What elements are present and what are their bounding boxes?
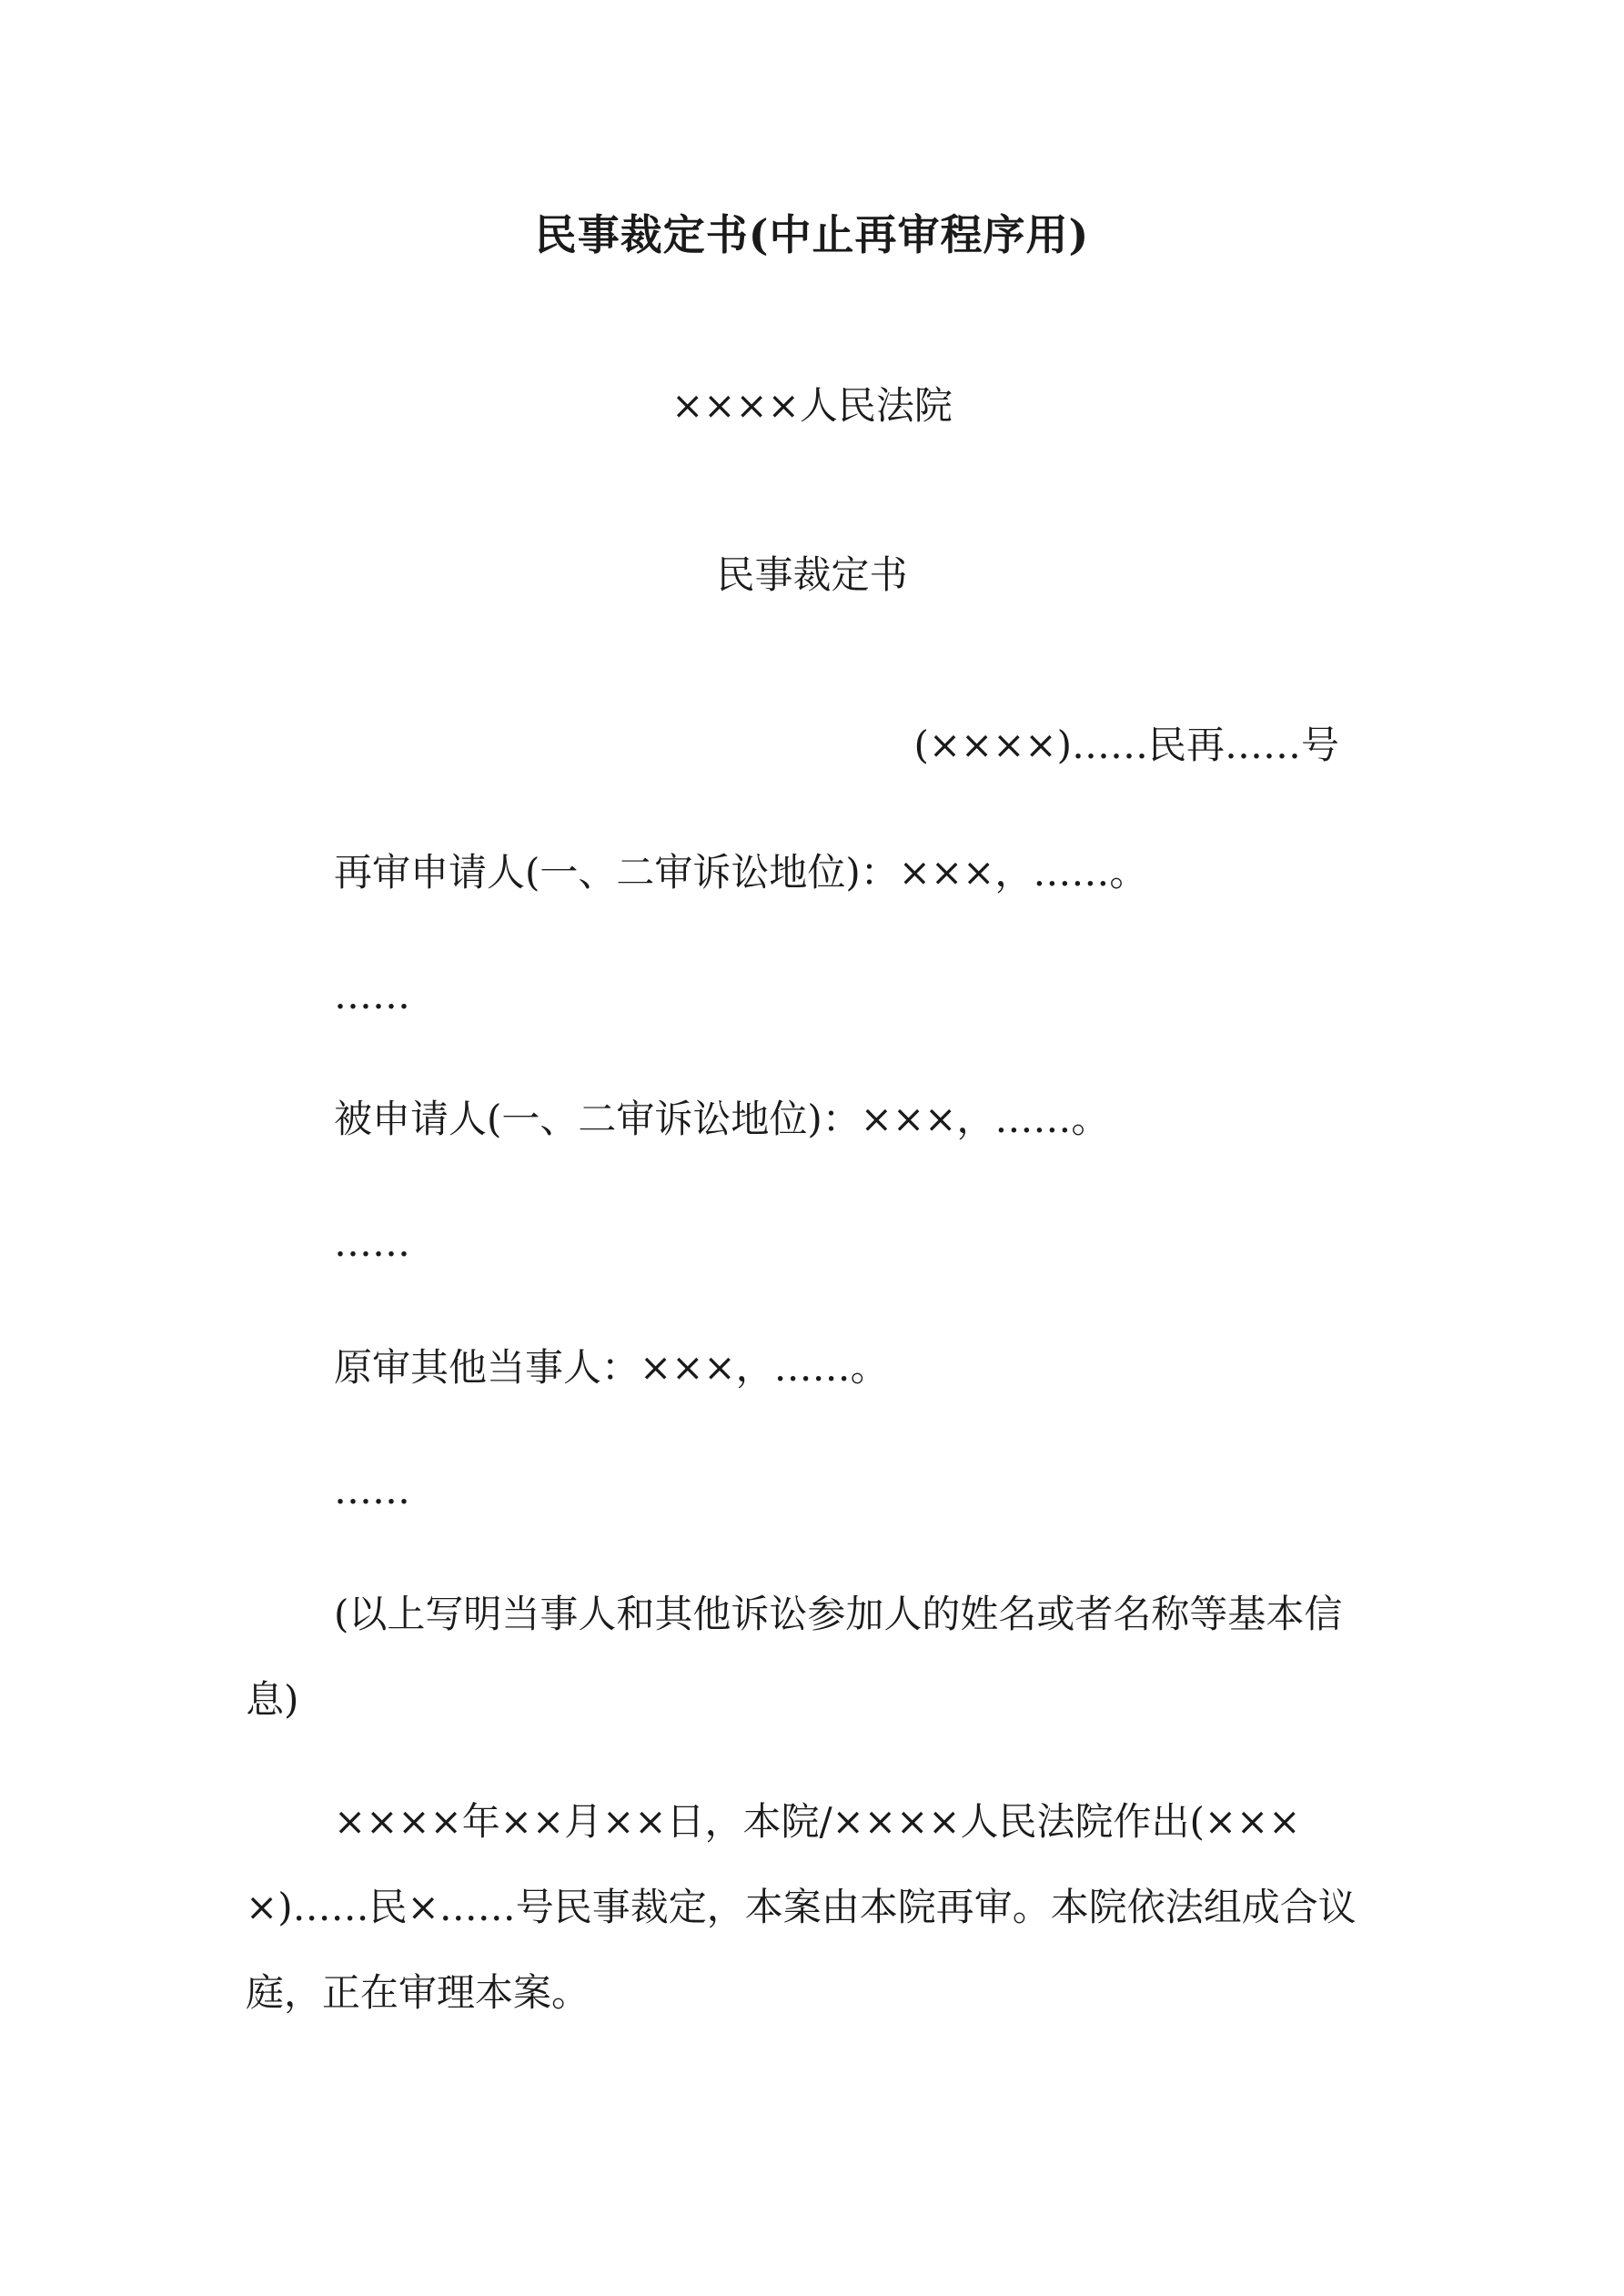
paragraph-other-party: 原审其他当事人：×××，……。 [334,1345,889,1390]
document-title: 民事裁定书(中止再审程序用) [534,210,1090,259]
court-name: ××××人民法院 [671,383,953,428]
paragraph-respondent: 被申请人(一、二审诉讼地位)：×××，……。 [334,1097,1110,1141]
document-type: 民事裁定书 [716,552,908,597]
paragraph-ellipsis: …… [334,1220,410,1265]
paragraph-applicant: 再审申请人(一、二审诉讼地位)：×××，……。 [334,850,1148,895]
paragraph-ellipsis: …… [334,973,410,1017]
paragraph-ellipsis: …… [334,1468,410,1512]
paragraph-note: (以上写明当事人和其他诉讼参加人的姓名或者名称等基本信息) [246,1592,1343,1722]
case-number: (××××)……民再……号 [913,723,1339,767]
paragraph-body: ××××年××月××日，本院/××××人民法院作出(××××)……民×……号民事裁定，本案由本院再审。本院依法组成合议庭，正在审理本案。 [246,1799,1357,2015]
